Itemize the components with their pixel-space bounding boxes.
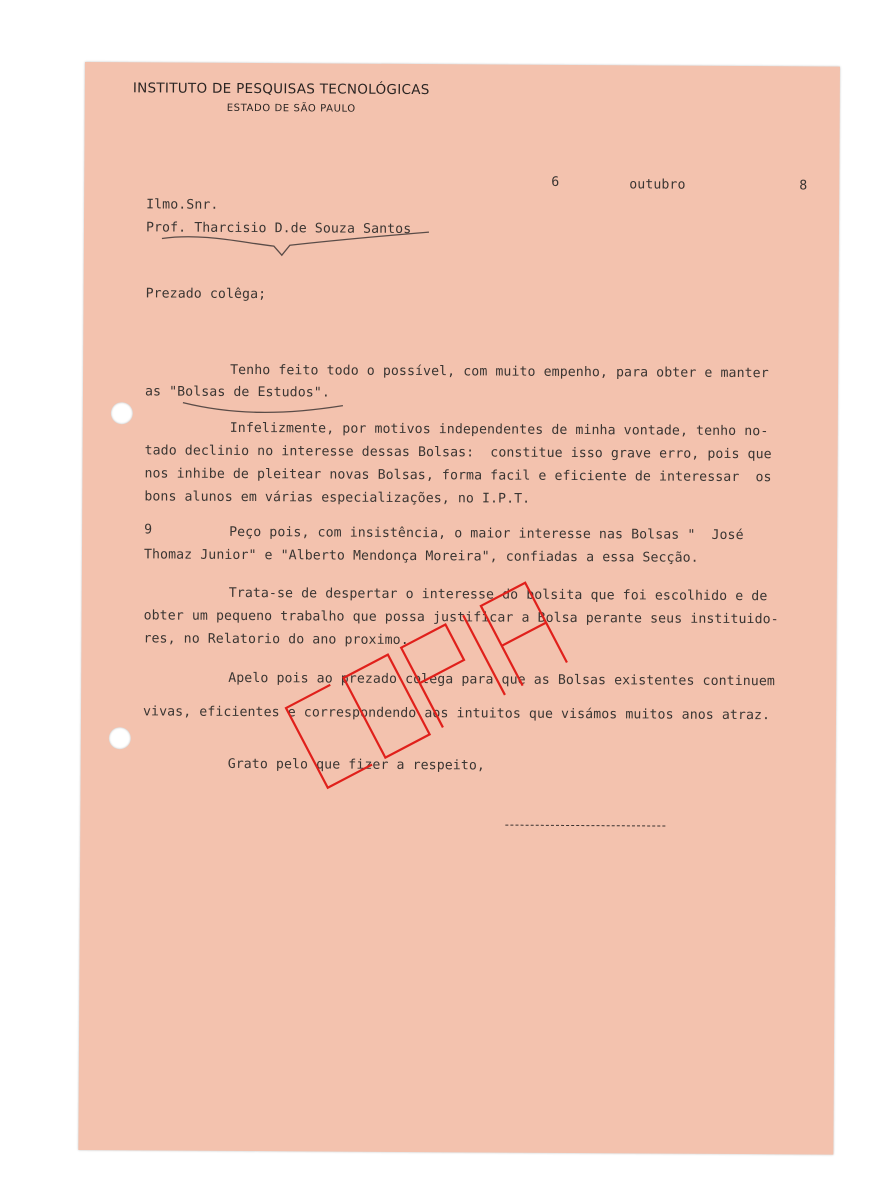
- body-line: as "Bolsas de Estudos".: [144, 384, 330, 401]
- body-line: vivas, eficientes e correspondendo aos intuitos que visámos muitos anos atraz.: [142, 704, 771, 724]
- body-line: bons alunos em várias especializações, no I.P.T.: [144, 489, 531, 507]
- date-month: outubro: [629, 177, 686, 193]
- letterhead-institution: INSTITUTO DE PESQUISAS TECNOLÓGICAS: [132, 80, 430, 99]
- recipient-title: Ilmo.Snr.: [146, 197, 219, 213]
- letter-sheet: [78, 62, 840, 1155]
- pen-flourish-marks: [83, 62, 840, 427]
- body-line: Trata-se de despertar o interesse do bolsita que foi escolhido e de: [228, 585, 768, 605]
- body-line: Apelo pois ao prezado colega para que as Bolsas existentes continuem: [228, 670, 775, 690]
- body-line: nos inhibe de pleitear novas Bolsas, forma facil e eficiente de interessar os: [144, 466, 772, 486]
- body-line: tado declinio no interesse dessas Bolsas: constitue isso grave erro, pois que: [144, 443, 772, 463]
- punch-hole: [109, 727, 131, 749]
- body-line: Infelizmente, por motivos independentes de minha vontade, tenho no-: [229, 420, 769, 440]
- copia-stamp: [275, 518, 617, 820]
- greeting: Prezado colêga;: [145, 286, 267, 303]
- body-line: Tenho feito todo o possível, com muito empenho, para obter e manter: [230, 362, 769, 382]
- margin-note: 9: [144, 522, 153, 538]
- recipient-name: Prof. Tharcisio D.de Souza Santos: [145, 220, 412, 237]
- closing: Grato pelo que fizer a respeito,: [227, 756, 486, 774]
- body-line: obter um pequeno trabalho que possa justificar a Bolsa perante seus instituido-: [143, 608, 779, 628]
- date-day: 6: [551, 174, 560, 190]
- letterhead-state: ESTADO DE SÃO PAULO: [226, 102, 356, 115]
- body-line: res, no Relatorio do ano proximo.: [143, 631, 409, 648]
- body-line: Thomaz Junior" e "Alberto Mendonça Moreira", confiadas a essa Secção.: [143, 547, 699, 566]
- signature-line: [505, 825, 665, 827]
- body-line: Peço pois, com insistência, o maior interesse nas Bolsas " José: [229, 524, 744, 544]
- date-year: 8: [799, 178, 808, 194]
